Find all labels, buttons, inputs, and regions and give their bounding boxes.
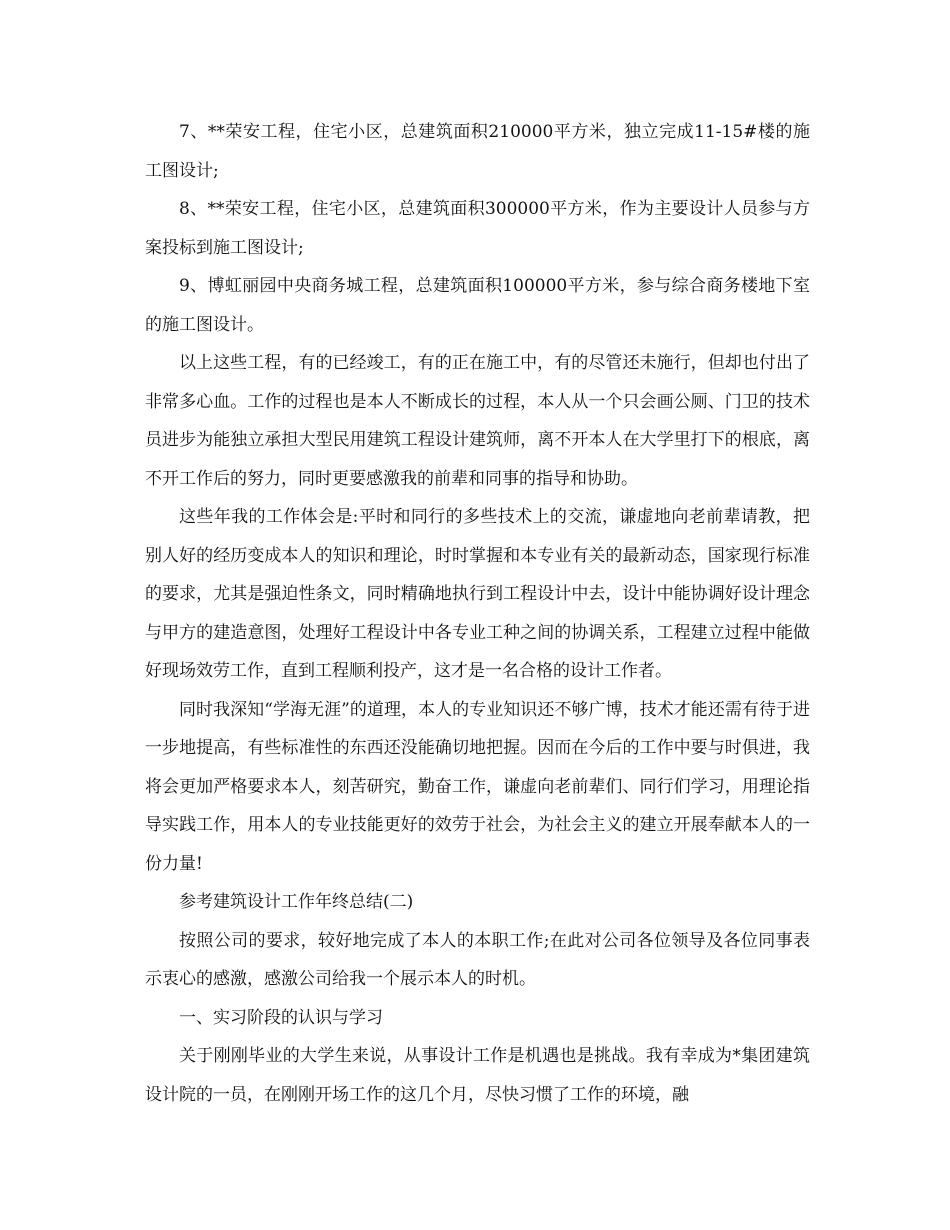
- paragraph-thanks: 按照公司的要求，较好地完成了本人的本职工作;在此对公司各位领导及各位同事表示衷心的感激，感激公司给我一个展示本人的时机。: [145, 930, 810, 989]
- paragraph-item-7: 7、**荣安工程，住宅小区，总建筑面积210000平方米，独立完成11-15#楼的施工图设计;: [145, 122, 810, 181]
- section-title-part-two: 参考建筑设计工作年终总结(二): [179, 892, 414, 912]
- paragraph-projects-summary: 以上这些工程，有的已经竣工，有的正在施工中，有的尽管还未施行，但却也付出了非常多心血。工作的过程也是本人不断成长的过程，本人从一个只会画公厕、门卫的技术员进步为能独立承担大型民用建筑工程设计建筑师，离不开本人在大学里打下的根底，离不开工作后的努力，同时更要感激我的前辈和同事的指导和协助。: [145, 353, 810, 489]
- paragraph-self-improvement: 同时我深知“学海无涯”的道理，本人的专业知识还不够广博，技术才能还需有待于进一步地提高，有些标准性的东西还没能确切地把握。因而在今后的工作中要与时俱进，我将会更加严格要求本人，刻苦研究，勤奋工作，谦虚向老前辈们、同行们学习，用理论指导实践工作，用本人的专业技能更好的效劳于社会，为社会主义的建立开展奉献本人的一份力量!: [145, 699, 810, 874]
- paragraph-work-experience: 这些年我的工作体会是:平时和同行的多些技术上的交流，谦虚地向老前辈请教，把别人好的经历变成本人的知识和理论，时时掌握和本专业有关的最新动态，国家现行标准的要求，尤其是强迫性条文，同时精确地执行到工程设计中去，设计中能协调好设计理念与甲方的建造意图，处理好工程设计中各专业工种之间的协调关系，工程建立过程中能做好现场效劳工作，直到工程顺利投产，这才是一名合格的设计工作者。: [145, 507, 810, 681]
- paragraph-internship: 关于刚刚毕业的大学生来说，从事设计工作是机遇也是挑战。我有幸成为*集团建筑设计院的一员，在刚刚开场工作的这几个月，尽快习惯了工作的环境，融: [145, 1046, 810, 1105]
- section-heading-internship: 一、实习阶段的认识与学习: [179, 1007, 383, 1028]
- paragraph-item-9: 9、博虹丽园中央商务城工程，总建筑面积100000平方米，参与综合商务楼地下室的施工图设计。: [145, 276, 810, 335]
- paragraph-item-8: 8、**荣安工程，住宅小区，总建筑面积300000平方米，作为主要设计人员参与方案投标到施工图设计;: [145, 199, 810, 258]
- document-body: [145, 113, 810, 1114]
